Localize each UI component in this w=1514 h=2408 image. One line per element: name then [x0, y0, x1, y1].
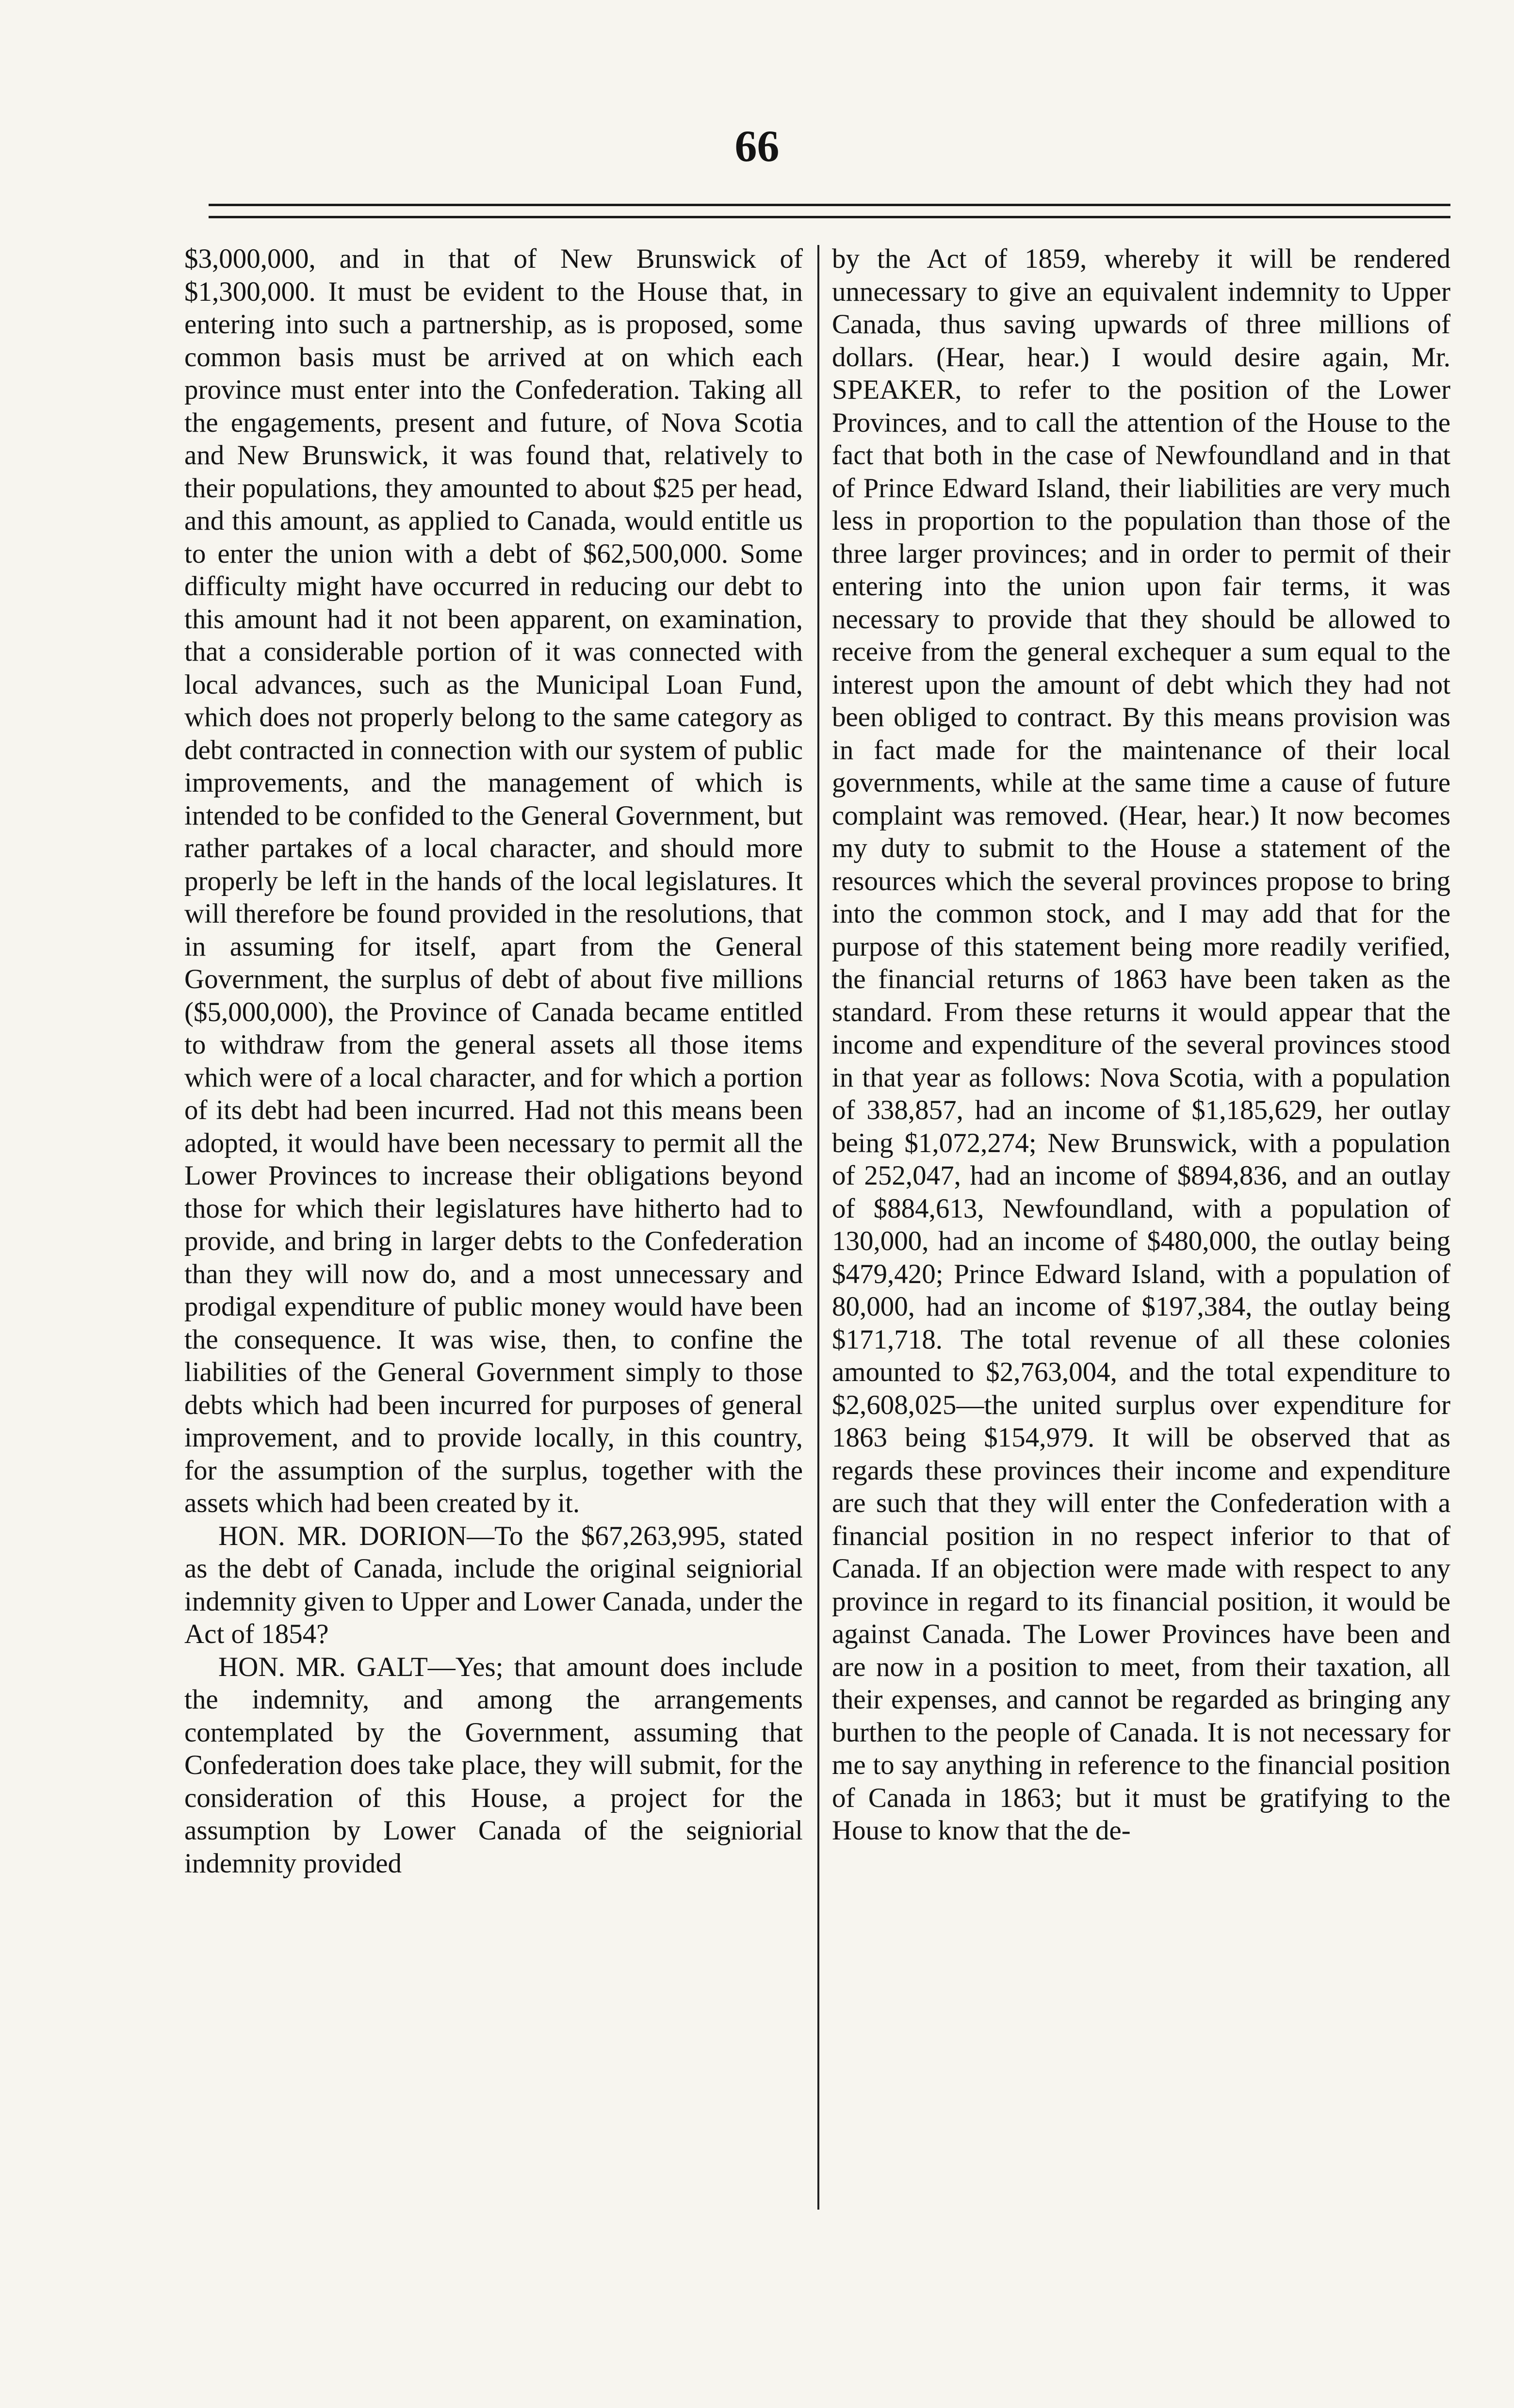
left-paragraph-dorion: HON. MR. DORION—To the $67,263,995, stated as the debt of Canada, include the original seigniorial indemnity given to Upper and Lower Canada, under the Act of 1854? — [184, 1520, 803, 1649]
column-divider — [817, 245, 819, 2210]
left-paragraph-1: $3,000,000, and in that of New Brunswick of $1,300,000. It must be evident to the House that, in entering into such a partnership, as is proposed, some common basis must be arrived at on which each province must enter into the Confederation. Taking all the engagements, present and future, of Nova Scotia and New Brunswick, it was found that, relatively to their populations, they amounted to about $25 per head, and this amount, as applied to Canada, would entitle us to enter the union with a debt of $62,500,000. Some difficulty might have occurred in reducing our debt to this amount had it not been apparent, on examination, that a considerable portion of it was connected with local advances, such as the Municipal Loan Fund, which does not properly belong to the same category as debt contracted in connection with our system of public improvements, and the management of which is intended to be confided to the General Government, but rather partakes of a local character, and should more properly be left in the hands of the local legislatures. It will therefore be found provided in the resolutions, that in assuming for itself, apart from the General Government, the surplus of debt of about five millions ($5,000,000), the Province of Canada became entitled to withdraw from the general assets all those items which were of a local character, and for which a portion of its debt had been incurred. Had not this means been adopted, it would have been necessary to permit all the Lower Provinces to increase their obligations beyond those for which their legislatures have hitherto had to provide, and bring in larger debts to the Confederation than they will now do, and a most unnecessary and prodigal expenditure of public money would have been the consequence. It was wise, then, to confine the liabilities of the General Government simply to those debts which had been incurred for purposes of general improvement, and to provide locally, in this country, for the assumption of the surplus, together with the assets which had been created by it. — [184, 244, 803, 1518]
left-paragraph-galt: HON. MR. GALT—Yes; that amount does include the indemnity, and among the arrangements contemplated by the Government, assuming that Confederation does take place, they will submit, for the consideration of this House, a project for the assumption by Lower Canada of the seigniorial indemnity provided — [184, 1651, 803, 1879]
header-rule-bottom — [209, 216, 1450, 218]
page-number: 66 — [734, 121, 780, 171]
left-column — [184, 243, 803, 2217]
right-paragraph-1: by the Act of 1859, whereby it will be rendered unnecessary to give an equivalent indemnity to Upper Canada, thus saving upwards of three millions of dollars. (Hear, hear.) I would desire again, Mr. SPEAKER, to refer to the position of the Lower Provinces, and to call the attention of the House to the fact that both in the case of Newfoundland and in that of Prince Edward Island, their liabilities are very much less in proportion to the population than those of the three larger provinces; and in order to permit of their entering into the union upon fair terms, it was necessary to provide that they should be allowed to receive from the general exchequer a sum equal to the interest upon the amount of debt which they had not been obliged to contract. By this means provision was in fact made for the maintenance of their local governments, while at the same time a cause of future complaint was removed. (Hear, hear.) It now becomes my duty to submit to the House a statement of the resources which the several provinces propose to bring into the common stock, and I may add that for the purpose of this statement being more readily verified, the financial returns of 1863 have been taken as the standard. From these returns it would appear that the income and expenditure of the several provinces stood in that year as follows: Nova Scotia, with a population of 338,857, had an income of $1,185,629, her outlay being $1,072,274; New Brunswick, with a population of 252,047, had an income of $894,836, and an outlay of $884,613, Newfoundland, with a population of 130,000, had an income of $480,000, the outlay being $479,420; Prince Edward Island, with a population of 80,000, had an income of $197,384, the outlay being $171,718. The total revenue of all these colonies amounted to $2,763,004, and the total expenditure to $2,608,025—the united surplus over expenditure for 1863 being $154,979. It will be observed that as regards these provinces their income and expenditure are such that they will enter the Confederation with a financial position in no respect inferior to that of Canada. If an objection were made with respect to any province in regard to its financial position, it would be against Canada. The Lower Provinces have been and are now in a position to meet, from their taxation, all their expenses, and cannot be regarded as bringing any burthen to the people of Canada. It is not necessary for me to say anything in reference to the financial position of Canada in 1863; but it must be gratifying to the House to know that the de- — [832, 244, 1450, 1846]
right-column — [832, 243, 1450, 2217]
header-rule-top — [209, 204, 1450, 206]
